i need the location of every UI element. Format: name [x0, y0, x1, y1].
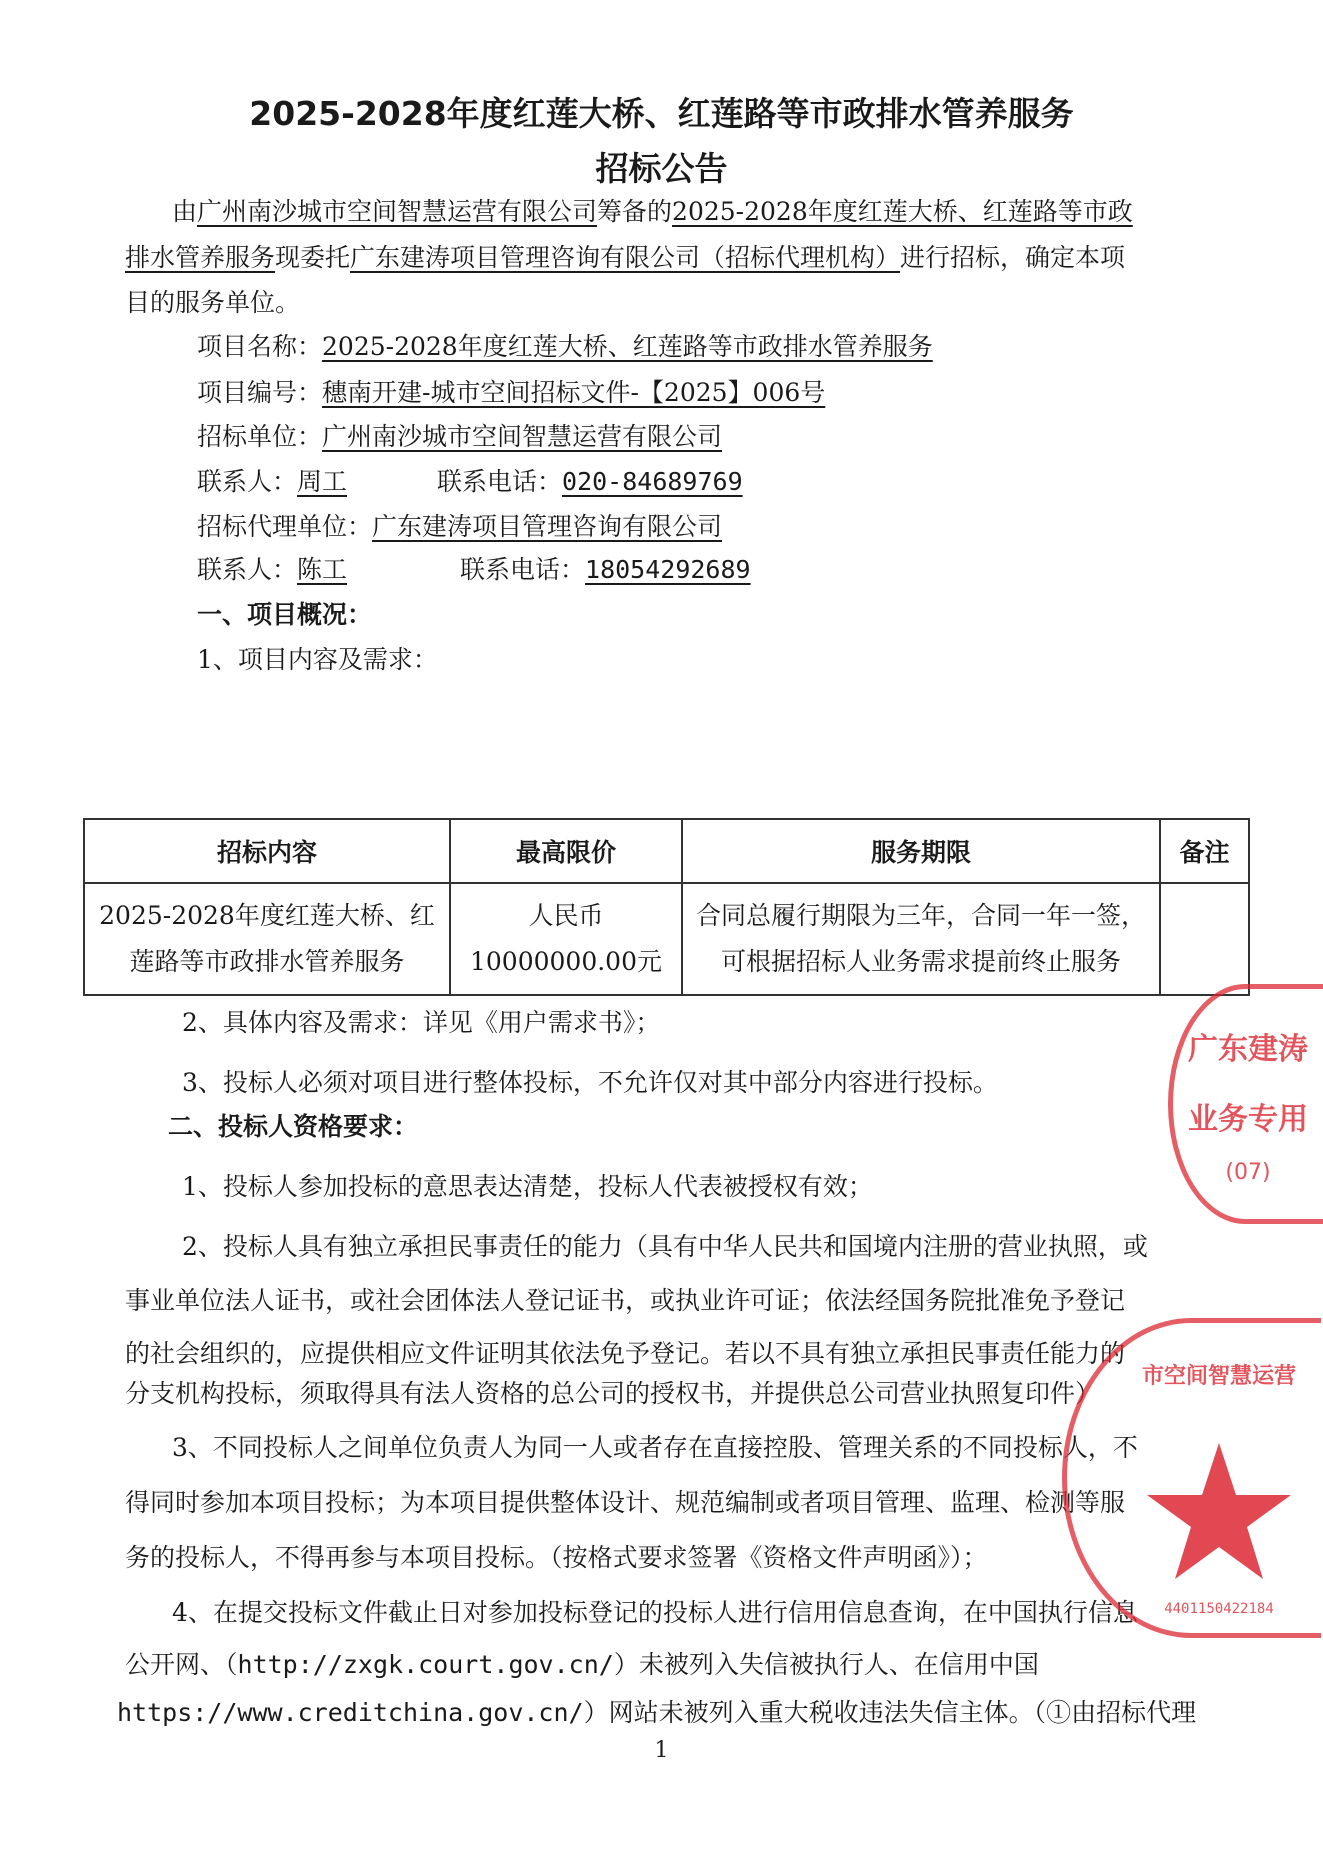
- project-code-value: 穗南开建-城市空间招标文件-【2025】006号: [322, 378, 826, 407]
- table-cell-period: [682, 883, 1160, 995]
- intro-text: 筹备的: [597, 197, 673, 226]
- phone1-row: [437, 465, 743, 499]
- agent-seal-stamp: [1168, 984, 1323, 1224]
- intro-line-3: 目的服务单位。: [125, 288, 301, 317]
- intro-text: 进行招标，确定本项: [900, 243, 1126, 272]
- section1-item3: 3、投标人必须对项目进行整体投标，不允许仅对其中部分内容进行投标。: [182, 1068, 998, 1097]
- requirement-3-line2: 得同时参加本项目投标；为本项目提供整体设计、规范编制或者项目管理、监理、检测等服: [125, 1488, 1126, 1517]
- agent-label: 招标代理单位：: [197, 512, 373, 541]
- contact2-value: 陈工: [297, 555, 348, 584]
- phone2-value: 18054292689: [585, 555, 751, 584]
- section1-heading: 一、项目概况：: [197, 600, 373, 629]
- zxgk-link[interactable]: http://zxgk.court.gov.cn/: [237, 1650, 614, 1679]
- requirement-2-line1: 2、投标人具有独立承担民事责任的能力（具有中华人民共和国境内注册的营业执照，或: [182, 1232, 1148, 1261]
- intro-line-2: [125, 241, 1125, 275]
- project-name-value: 2025-2028年度红莲大桥、红莲路等市政排水管养服务: [322, 332, 933, 361]
- svg-text:(07): (07): [1225, 1160, 1271, 1185]
- svg-text:业务专用: 业务专用: [1188, 1102, 1308, 1137]
- cell-text: 莲路等市政排水管养服务: [129, 947, 405, 976]
- phone2-label: 联系电话：: [460, 555, 586, 584]
- creditchina-link[interactable]: https://www.creditchina.gov.cn/: [117, 1698, 584, 1727]
- table-header-row: [84, 819, 1249, 883]
- requirement-3-line3: 务的投标人，不得再参与本项目投标。（按格式要求签署《资格文件声明函》）；: [125, 1543, 988, 1572]
- requirement-2-line4: 分支机构投标，须取得具有法人资格的总公司的授权书，并提供总公司营业执照复印件）: [125, 1379, 1101, 1408]
- table-header: 服务期限: [682, 819, 1160, 883]
- contact2-row: [197, 553, 347, 587]
- tenderer-row: [197, 420, 722, 454]
- project-code-row: [197, 376, 825, 410]
- svg-text:广东建涛: 广东建涛: [1188, 1032, 1308, 1067]
- requirement-4-line1: 4、在提交投标文件截止日对参加投标登记的投标人进行信用信息查询，在中国执行信息: [172, 1598, 1138, 1627]
- requirement-2-line3: 的社会组织的，应提供相应文件证明其依法免予登记。若以不具有独立承担民事责任能力的: [125, 1339, 1126, 1368]
- contact1-row: [197, 465, 347, 499]
- bid-table: [83, 818, 1250, 996]
- agent-row: [197, 510, 722, 544]
- page-number: 1: [654, 1738, 669, 1763]
- cell-text: 10000000.00元: [469, 947, 662, 976]
- phone1-value: 020-84689769: [562, 467, 743, 496]
- document-title-line2: 招标公告: [595, 149, 728, 188]
- req4-text: ）未被列入失信被执行人、在信用中国: [613, 1650, 1039, 1679]
- requirement-2-line2: 事业单位法人证书，或社会团体法人登记证书，或执业许可证；依法经国务院批准免予登记: [125, 1286, 1126, 1315]
- phone2-row: [460, 553, 751, 587]
- req4-text: 公开网、（: [125, 1650, 238, 1679]
- intro-line-1: [172, 195, 1133, 229]
- phone1-label: 联系电话：: [437, 467, 563, 496]
- agent-seal-graphic: [1178, 989, 1318, 1209]
- cell-text: 可根据招标人业务需求提前终止服务: [720, 947, 1121, 976]
- owner-seal-graphic: [1069, 1323, 1319, 1623]
- cell-text: 人民币: [528, 901, 604, 930]
- requirement-4-line2: [125, 1648, 1039, 1682]
- table-cell-price: [450, 883, 682, 995]
- tenderer-value: 广州南沙城市空间智慧运营有限公司: [322, 422, 723, 451]
- cell-text: 2025-2028年度红莲大桥、红: [99, 901, 435, 930]
- contact1-label: 联系人：: [197, 467, 298, 496]
- table-cell-remark: [1160, 883, 1249, 995]
- tenderer-label: 招标单位：: [197, 422, 323, 451]
- intro-text: 由: [172, 197, 198, 226]
- project-name-label: 项目名称：: [197, 332, 323, 361]
- table-header: 备注: [1160, 819, 1249, 883]
- table-row: [84, 883, 1249, 995]
- requirement-1: 1、投标人参加投标的意思表达清楚，投标人代表被授权有效；: [182, 1172, 873, 1201]
- req4-text: ）网站未被列入重大税收违法失信主体。（①由招标代理: [583, 1698, 1197, 1727]
- intro-owner: 广州南沙城市空间智慧运营有限公司: [197, 197, 598, 226]
- intro-project: 2025-2028年度红莲大桥、红莲路等市政: [672, 197, 1133, 226]
- table-header: 招标内容: [84, 819, 450, 883]
- intro-project: 排水管养服务: [125, 243, 276, 272]
- project-code-label: 项目编号：: [197, 378, 323, 407]
- project-name-row: [197, 330, 933, 364]
- cell-text: 合同总履行期限为三年，合同一年一签，: [695, 901, 1146, 930]
- intro-text: 现委托: [275, 243, 351, 272]
- star-icon: [1147, 1443, 1291, 1579]
- svg-text:4401150422184: 4401150422184: [1164, 1601, 1274, 1617]
- requirement-4-line3: [117, 1696, 1196, 1730]
- section1-item2: 2、具体内容及需求：详见《用户需求书》；: [182, 1008, 661, 1037]
- section1-item1: 1、项目内容及需求：: [197, 645, 438, 674]
- contact1-value: 周工: [297, 467, 348, 496]
- svg-text:市空间智慧运营: 市空间智慧运营: [1141, 1364, 1297, 1389]
- table-header: 最高限价: [450, 819, 682, 883]
- agent-value: 广东建涛项目管理咨询有限公司: [372, 512, 723, 541]
- section2-heading: 二、投标人资格要求：: [168, 1112, 419, 1141]
- requirement-3-line1: 3、不同投标人之间单位负责人为同一人或者存在直接控股、管理关系的不同投标人，不: [172, 1433, 1138, 1462]
- table-cell-content: [84, 883, 450, 995]
- document-title-line1: 2025-2028年度红莲大桥、红莲路等市政排水管养服务: [249, 94, 1074, 133]
- owner-seal-stamp: [1062, 1318, 1321, 1638]
- contact2-label: 联系人：: [197, 555, 298, 584]
- intro-agent: 广东建涛项目管理咨询有限公司（招标代理机构）: [350, 243, 901, 272]
